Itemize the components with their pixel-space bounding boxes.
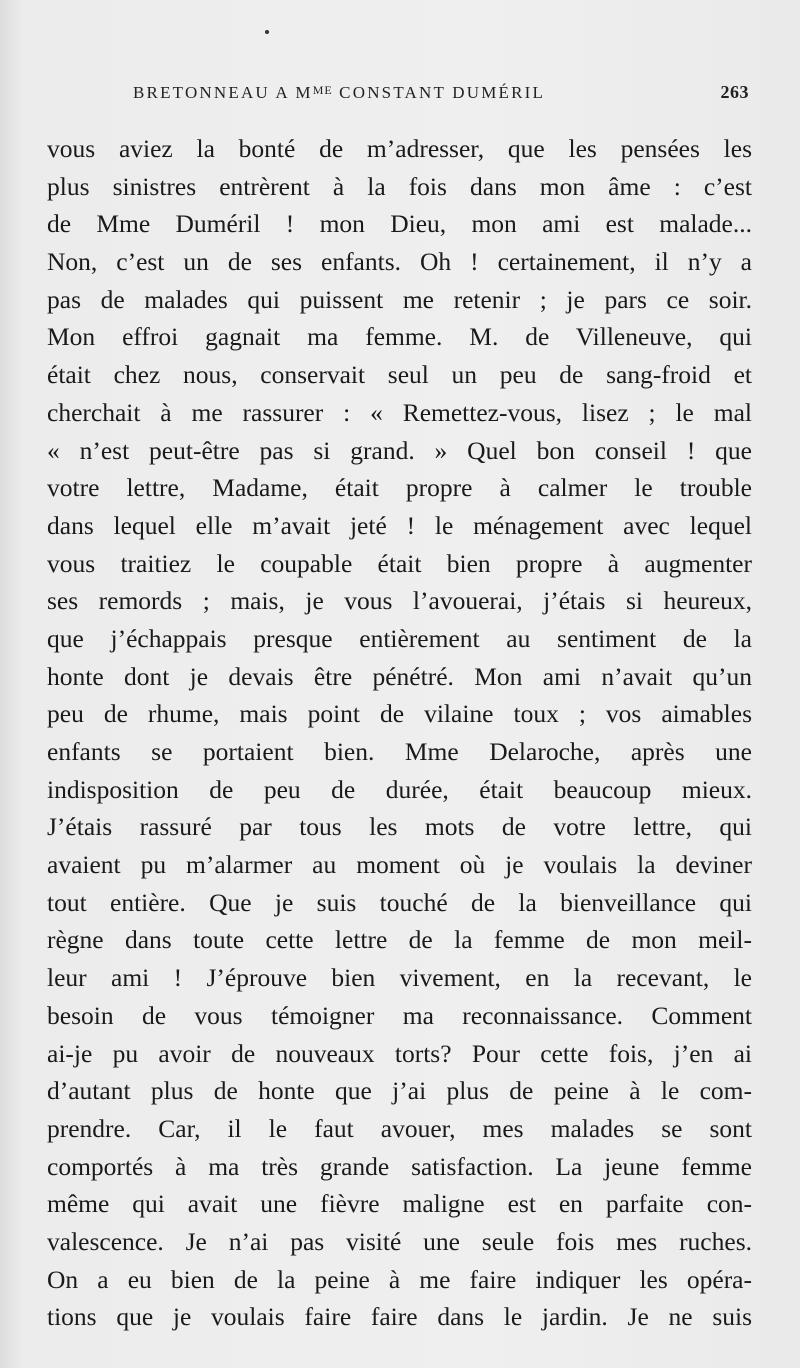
- text-line: règne dans toute cette lettre de la femme de mon meil-: [47, 925, 752, 955]
- page-number: 263: [720, 82, 749, 102]
- text-line: peu de rhume, mais point de vilaine toux ; vos aimables: [47, 699, 752, 729]
- text-line: Non, c’est un de ses enfants. Oh ! certainement, il n’y a: [47, 247, 752, 277]
- text-line: cherchait à me rassurer : « Remettez-vous, lisez ; le mal: [47, 397, 752, 427]
- text-line: d’autant plus de honte que j’ai plus de peine à le com-: [47, 1076, 752, 1106]
- text-line: pas de malades qui puissent me retenir ; je pars ce soir.: [47, 284, 752, 314]
- text-line: plus sinistres entrèrent à la fois dans mon âme : c’est: [47, 171, 752, 201]
- text-line: de Mme Duméril ! mon Dieu, mon ami est malade...: [47, 209, 752, 239]
- text-line: que j’échappais presque entièrement au sentiment de la: [47, 623, 752, 653]
- text-line: vous traitiez le coupable était bien propre à augmenter: [47, 548, 752, 578]
- text-line: valescence. Je n’ai pas visité une seule fois mes ruches.: [47, 1226, 752, 1256]
- ink-speck: [265, 30, 269, 34]
- text-line: J’étais rassuré par tous les mots de votre lettre, qui: [47, 812, 752, 842]
- text-line: indisposition de peu de durée, était beaucoup mieux.: [47, 774, 752, 804]
- body-text: [47, 130, 752, 1336]
- text-line: ses remords ; mais, je vous l’avouerai, j’étais si heureux,: [47, 586, 752, 616]
- text-line: ai-je pu avoir de nouveaux torts? Pour cette fois, j’en ai: [47, 1038, 752, 1068]
- text-line: dans lequel elle m’avait jeté ! le ménagement avec lequel: [47, 510, 752, 540]
- text-line: leur ami ! J’éprouve bien vivement, en la recevant, le: [47, 963, 752, 993]
- text-line: On a eu bien de la peine à me faire indiquer les opéra-: [47, 1264, 752, 1294]
- text-line: vous aviez la bonté de m’adresser, que les pensées les: [47, 134, 752, 163]
- text-line: tout entière. Que je suis touché de la bienveillance qui: [47, 887, 752, 917]
- text-line: tions que je voulais faire faire dans le jardin. Je ne suis: [47, 1302, 752, 1332]
- text-line: « n’est peut-être pas si grand. » Quel bon conseil ! que: [47, 435, 752, 465]
- text-line: avaient pu m’alarmer au moment où je voulais la deviner: [47, 850, 752, 880]
- text-line: honte dont je devais être pénétré. Mon ami n’avait qu’un: [47, 661, 752, 691]
- text-line: comportés à ma très grande satisfaction. La jeune femme: [47, 1151, 752, 1181]
- running-title-superscript: ME: [312, 83, 333, 97]
- running-title-pre: BRETONNEAU A M: [133, 83, 313, 102]
- text-line: Mon effroi gagnait ma femme. M. de Villeneuve, qui: [47, 322, 752, 352]
- running-title: [133, 83, 545, 103]
- text-line: était chez nous, conservait seul un peu de sang-froid et: [47, 360, 752, 390]
- text-line: même qui avait une fièvre maligne est en parfaite con-: [47, 1189, 752, 1219]
- text-line: prendre. Car, il le faut avouer, mes malades se sont: [47, 1113, 752, 1143]
- page-header: [133, 82, 749, 114]
- running-title-post: CONSTANT DUMÉRIL: [332, 83, 546, 102]
- text-line: besoin de vous témoigner ma reconnaissance. Comment: [47, 1000, 752, 1030]
- text-line: votre lettre, Madame, était propre à calmer le trouble: [47, 473, 752, 503]
- text-line: enfants se portaient bien. Mme Delaroche, après une: [47, 737, 752, 766]
